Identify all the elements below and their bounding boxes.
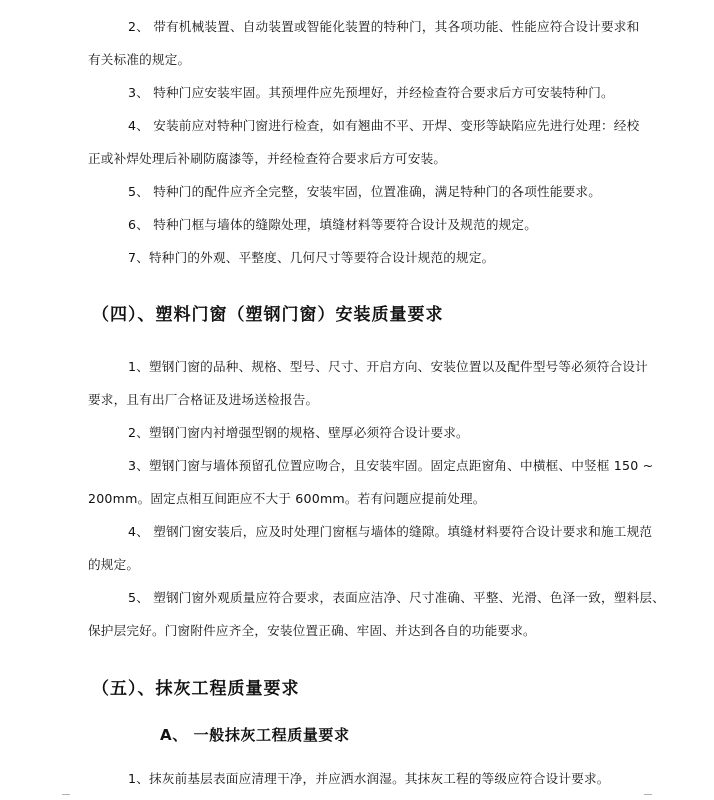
list-item-continuation: [88, 383, 672, 416]
text-line: 1、抹灰前基层表面应清理干净，并应洒水润湿。其抹灰工程的等级应符合设计要求。: [128, 771, 610, 786]
list-item-continuation: [88, 482, 672, 515]
page-corner-mark: [62, 794, 70, 795]
list-item-continuation: [88, 43, 672, 76]
text-line: 正或补焊处理后补刷防腐漆等，并经检查符合要求后方可安装。: [88, 151, 447, 166]
section-heading: （四）、塑料门窗（塑钢门窗）安装质量要求: [92, 305, 444, 325]
text-line: 7、特种门的外观、平整度、几何尺寸等要符合设计规范的规定。: [128, 250, 495, 265]
list-item: [88, 581, 672, 614]
text-line: 4、 塑钢门窗安装后，应及时处理门窗框与墙体的缝隙。填缝材料要符合设计要求和施工规范: [128, 524, 653, 539]
text-line: 5、 特种门的配件应齐全完整，安装牢固，位置准确，满足特种门的各项性能要求。: [128, 184, 601, 199]
list-item: [88, 762, 672, 795]
list-item: [88, 76, 672, 109]
text-line: 4、 安装前应对特种门窗进行检查，如有翘曲不平、开焊、变形等缺陷应先进行处理：经校: [128, 118, 640, 133]
text-line: 保护层完好。门窗附件应齐全，安装位置正确、牢固、并达到各自的功能要求。: [88, 623, 536, 638]
text-line: 的规定。: [88, 557, 140, 572]
text-line: 3、塑钢门窗与墙体预留孔位置应吻合，且安装牢固。固定点距窗角、中横框、中竖框 150 ~: [128, 458, 654, 473]
text-line: 有关标准的规定。: [88, 52, 191, 67]
list-item: [88, 208, 672, 241]
subsection-heading: A、 一般抹灰工程质量要求: [160, 726, 350, 744]
text-line: 6、 特种门框与墙体的缝隙处理，填缝材料等要符合设计及规范的规定。: [128, 217, 538, 232]
list-item: [88, 515, 672, 548]
text-line: 2、 带有机械装置、自动装置或智能化装置的特种门，其各项功能、性能应符合设计要求和: [128, 19, 640, 34]
list-item-continuation: [88, 548, 672, 581]
text-line: 要求，且有出厂合格证及进场送检报告。: [88, 392, 319, 407]
list-item: [88, 416, 672, 449]
text-line: 200mm。固定点相互间距应不大于 600mm。若有问题应提前处理。: [88, 491, 486, 506]
list-item-continuation: [88, 142, 672, 175]
text-line: 3、 特种门应安装牢固。其预埋件应先预埋好，并经检查符合要求后方可安装特种门。: [128, 85, 614, 100]
section-heading: （五）、抹灰工程质量要求: [92, 679, 300, 699]
text-line: 2、塑钢门窗内衬增强型钢的规格、壁厚必须符合设计要求。: [128, 425, 469, 440]
list-item: [88, 175, 672, 208]
text-line: 5、 塑钢门窗外观质量应符合要求，表面应洁净、尺寸准确、平整、光滑、色泽一致，塑料层、: [128, 590, 665, 605]
list-item: [88, 350, 672, 383]
list-item: [88, 10, 672, 43]
list-item: [88, 449, 672, 482]
list-item: [88, 241, 672, 274]
text-line: 1、塑钢门窗的品种、规格、型号、尺寸、开启方向、安装位置以及配件型号等必须符合设计: [128, 359, 648, 374]
list-item: [88, 109, 672, 142]
list-item-continuation: [88, 614, 672, 647]
page-corner-mark: [644, 794, 652, 795]
